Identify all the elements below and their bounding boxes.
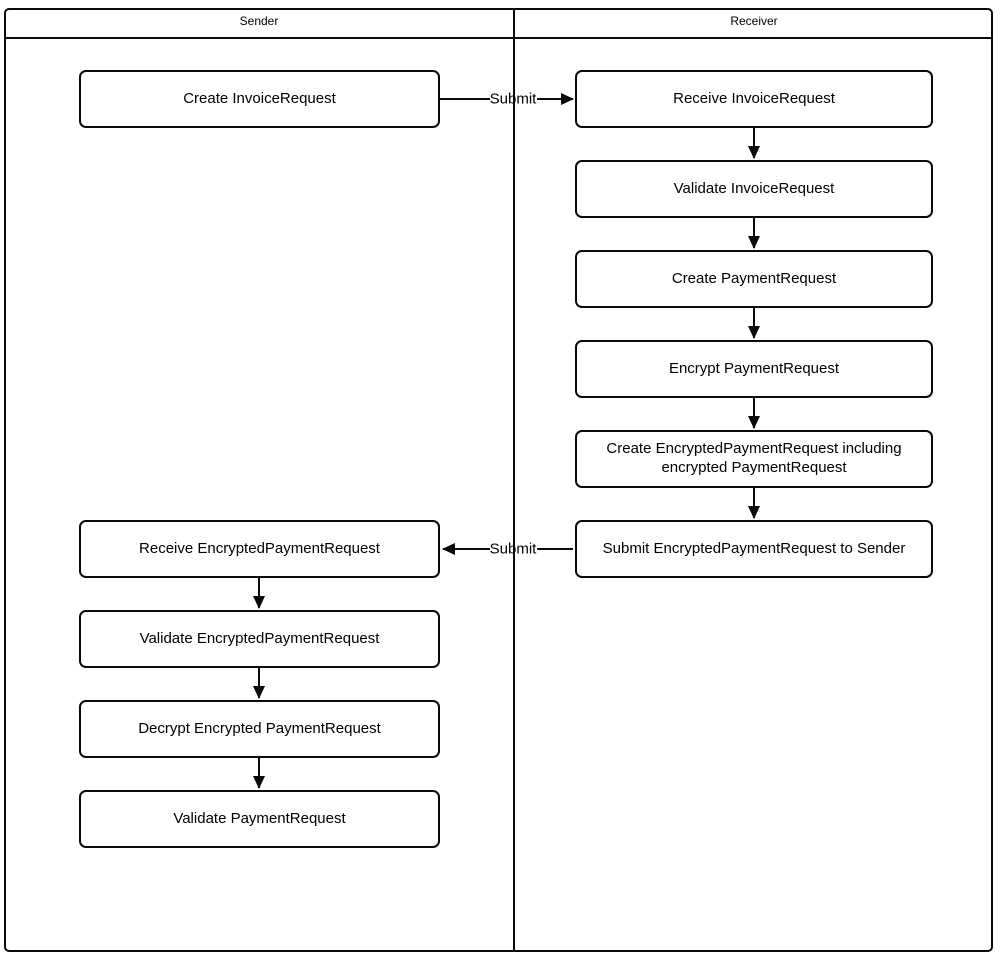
node-encrypt-paymentrequest: [575, 340, 933, 398]
lane-title-receiver: Receiver: [730, 14, 778, 28]
node-create-invoicerequest: [79, 70, 440, 128]
node-create-paymentrequest: [575, 250, 933, 308]
node-validate-paymentrequest: [79, 790, 440, 848]
lane-header-separator: [4, 37, 993, 39]
node-label: Validate InvoiceRequest: [673, 179, 835, 197]
node-create-encryptedpaymentrequest: [575, 430, 933, 488]
node-validate-encryptedpaymentrequest: [79, 610, 440, 668]
edge-label-submit-invoice: Submit: [489, 90, 537, 108]
node-label: Create EncryptedPaymentRequest including encrypted PaymentRequest: [606, 440, 902, 476]
node-label: Create InvoiceRequest: [183, 89, 336, 107]
node-validate-invoicerequest: [575, 160, 933, 218]
node-decrypt-encrypted-paymentrequest: [79, 700, 440, 758]
node-label: Receive InvoiceRequest: [673, 89, 835, 107]
lane-divider: [513, 8, 515, 952]
lane-title-sender: Sender: [239, 14, 279, 28]
node-label: Validate PaymentRequest: [173, 809, 346, 827]
node-label: Create PaymentRequest: [671, 269, 837, 287]
node-receive-invoicerequest: [575, 70, 933, 128]
edge-label-submit-payment: Submit: [489, 540, 537, 558]
node-receive-encryptedpaymentrequest: [79, 520, 440, 578]
node-submit-encryptedpaymentrequest-to-sender: [575, 520, 933, 578]
node-label: Encrypt PaymentRequest: [668, 359, 840, 377]
node-label: Receive EncryptedPaymentRequest: [139, 539, 380, 557]
node-label: Decrypt Encrypted PaymentRequest: [138, 719, 381, 737]
node-label: Validate EncryptedPaymentRequest: [139, 629, 380, 647]
node-label: Submit EncryptedPaymentRequest to Sender: [602, 539, 906, 557]
